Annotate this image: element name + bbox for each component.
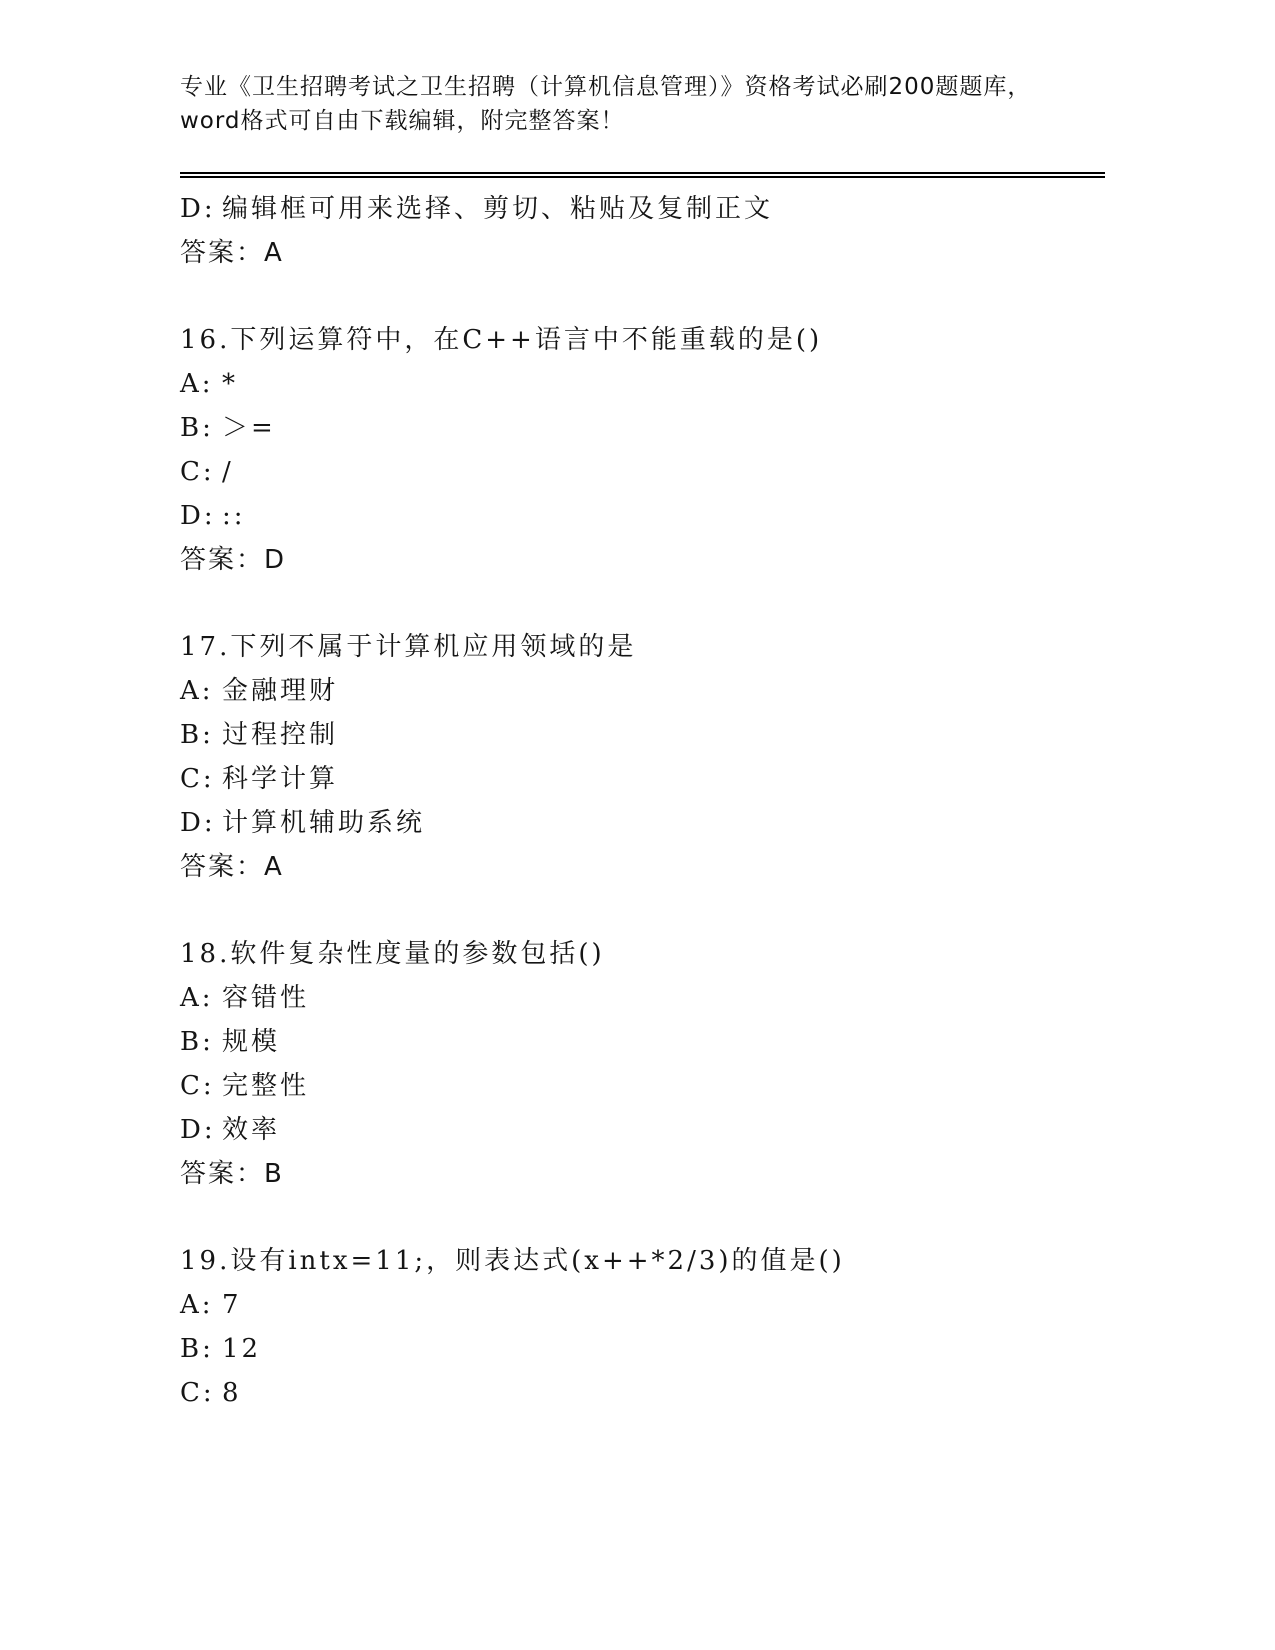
option-label: B: xyxy=(180,413,214,443)
answer-line: 答案：A xyxy=(180,238,284,268)
option-text: * xyxy=(222,369,238,399)
answer-line: 答案：B xyxy=(180,1159,284,1189)
answer-line: 答案：D xyxy=(180,545,287,575)
option-d xyxy=(180,494,1105,538)
option-b xyxy=(180,713,1105,757)
option-text: 7 xyxy=(222,1290,242,1320)
option-label: A: xyxy=(180,983,214,1013)
option-text: 过程控制 xyxy=(222,720,339,750)
option-label: C: xyxy=(180,1378,215,1408)
spacer xyxy=(180,1196,1105,1239)
question-stem: 16.下列运算符中，在C++语言中不能重载的是() xyxy=(180,325,823,355)
option-d xyxy=(180,187,1105,231)
option-c xyxy=(180,1371,1105,1415)
header-title-line2: word格式可自由下载编辑，附完整答案！ xyxy=(180,108,625,134)
option-label: D: xyxy=(180,1115,216,1145)
option-label: C: xyxy=(180,1071,215,1101)
spacer xyxy=(180,889,1105,932)
option-text: 容错性 xyxy=(222,983,310,1013)
option-c xyxy=(180,1064,1105,1108)
option-label: D: xyxy=(180,808,216,838)
spacer xyxy=(180,582,1105,625)
option-label: D: xyxy=(180,194,216,224)
question-stem: 17.下列不属于计算机应用领域的是 xyxy=(180,632,637,662)
option-text: 科学计算 xyxy=(222,764,339,794)
option-text: 金融理财 xyxy=(222,676,339,706)
option-text: 完整性 xyxy=(222,1071,310,1101)
option-label: C: xyxy=(180,764,215,794)
option-a xyxy=(180,976,1105,1020)
option-label: B: xyxy=(180,720,214,750)
question-stem: 19.设有intx=11;，则表达式(x++*2/3)的值是() xyxy=(180,1246,845,1276)
option-c xyxy=(180,757,1105,801)
option-b xyxy=(180,406,1105,450)
option-a xyxy=(180,362,1105,406)
question-stem: 18.软件复杂性度量的参数包括() xyxy=(180,939,605,969)
spacer xyxy=(180,275,1105,318)
option-label: B: xyxy=(180,1027,214,1057)
option-text: 编辑框可用来选择、剪切、粘贴及复制正文 xyxy=(222,194,774,224)
option-label: D: xyxy=(180,501,216,531)
option-text: 效率 xyxy=(222,1115,281,1145)
option-b xyxy=(180,1327,1105,1371)
answer-line: 答案：A xyxy=(180,852,284,882)
option-label: A: xyxy=(180,676,214,706)
option-a xyxy=(180,669,1105,713)
option-label: C: xyxy=(180,457,215,487)
option-label: A: xyxy=(180,1290,214,1320)
option-text: ＞= xyxy=(222,413,276,443)
option-text: 规模 xyxy=(222,1027,281,1057)
option-d xyxy=(180,801,1105,845)
header-divider xyxy=(180,172,1105,178)
option-text: 8 xyxy=(222,1378,242,1408)
question-list xyxy=(180,187,1105,1415)
option-text: 12 xyxy=(222,1334,262,1364)
header-title-line1: 专业《卫生招聘考试之卫生招聘（计算机信息管理）》资格考试必刷200题题库， xyxy=(180,74,1032,100)
option-d xyxy=(180,1108,1105,1152)
option-label: A: xyxy=(180,369,214,399)
document-header xyxy=(180,70,1100,138)
option-text: / xyxy=(222,457,234,487)
option-b xyxy=(180,1020,1105,1064)
option-c xyxy=(180,450,1105,494)
option-label: B: xyxy=(180,1334,214,1364)
option-text: :: xyxy=(222,501,246,531)
option-text: 计算机辅助系统 xyxy=(222,808,426,838)
option-a xyxy=(180,1283,1105,1327)
